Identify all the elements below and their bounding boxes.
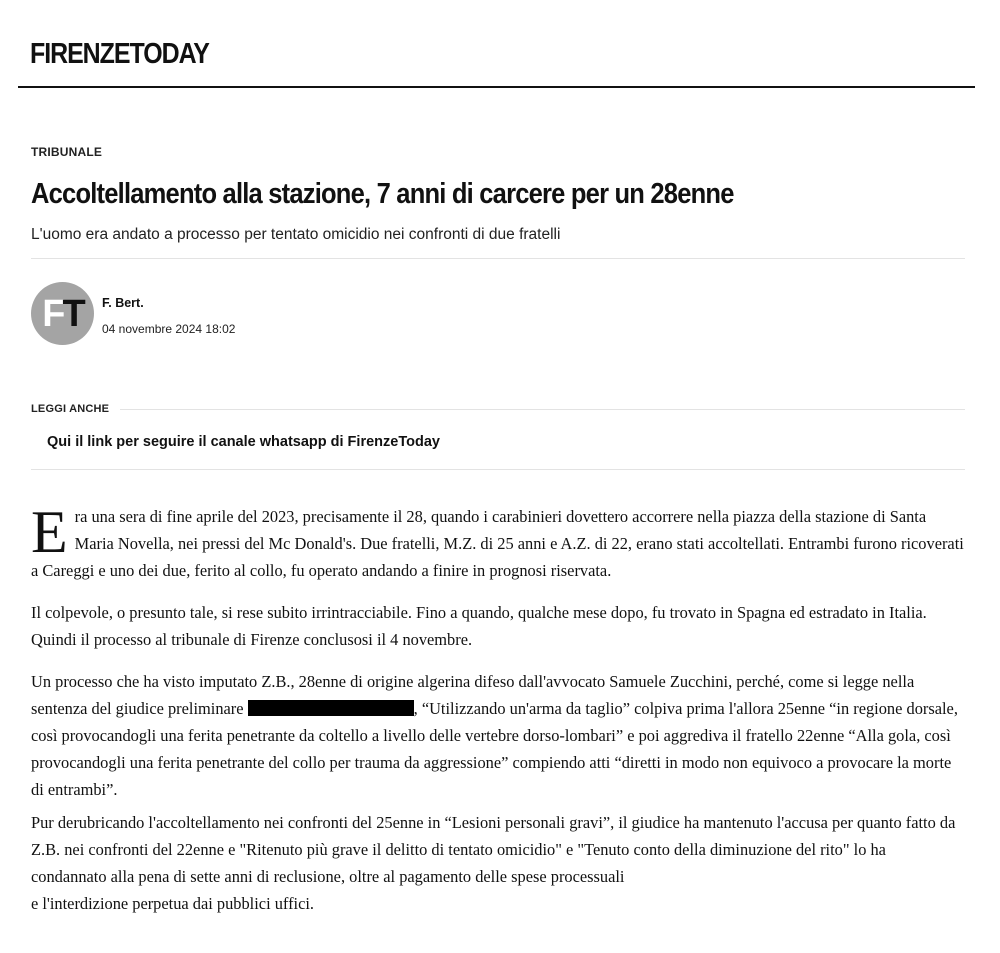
article-subtitle: L'uomo era andato a processo per tentato omicidio nei confronti di due fratelli <box>31 226 561 243</box>
site-header <box>18 0 975 88</box>
article-title: Accoltellamento alla stazione, 7 anni di carcere per un 28enne <box>31 178 734 210</box>
paragraph <box>31 668 965 803</box>
paragraph-text: Pur derubricando l'accoltellamento nei confronti del 25enne in “Lesioni personali gravi”, il giudice ha mantenuto l'accusa per quanto fatto da Z.B. nei confronti del 22enne e "Ritenuto più grave il delitto di tentato omicidio" e "Tenuto conto della diminuzione del rito" lo ha condannato alla pena di sette anni di reclusione, oltre al pagamento delle spese processuali <box>31 813 956 886</box>
read-also-label: LEGGI ANCHE <box>31 403 110 415</box>
divider <box>31 469 965 470</box>
publish-date: 04 novembre 2024 18:02 <box>102 322 236 336</box>
paragraph-text: Un processo che ha visto imputato Z.B., 28enne di origine algerina difeso dall'avvocato Samuele Zucchini, perché, come si legge nella sentenza del giudice preliminare <box>31 672 915 718</box>
drop-cap: E <box>31 499 68 565</box>
site-logo[interactable]: FIRENZETODAY <box>30 38 209 70</box>
paragraph-text: ra una sera di fine aprile del 2023, precisamente il 28, quando i carabinieri dovettero accorrere nella piazza della stazione di Santa Maria Novella, nei pressi del Mc Donald's. Due fratelli, M.Z. di 25 anni e A.Z. di 22, erano stati accoltellati. Entrambi furono ricoverati a Careggi e uno dei due, ferito al collo, fu operato andando a finire in prognosi riservata. <box>31 507 964 580</box>
author-name[interactable]: F. Bert. <box>102 296 144 310</box>
article-category[interactable]: TRIBUNALE <box>31 145 103 159</box>
author-initial-first: F <box>42 292 63 335</box>
paragraph <box>31 809 965 917</box>
article-body <box>31 499 965 932</box>
author-avatar[interactable] <box>31 282 94 345</box>
paragraph <box>31 499 965 584</box>
author-initial-second: T <box>62 292 83 335</box>
read-also-link[interactable]: Qui il link per seguire il canale whatsapp di FirenzeToday <box>47 434 440 450</box>
divider <box>31 258 965 259</box>
author-initials <box>31 282 94 345</box>
paragraph-text: e l'interdizione perpetua dai pubblici uffici. <box>31 894 315 913</box>
redacted-name-block <box>248 700 414 716</box>
read-also-divider <box>120 409 965 410</box>
paragraph: Il colpevole, o presunto tale, si rese subito irrintracciabile. Fino a quando, qualche mese dopo, fu trovato in Spagna ed estradato in Italia. Quindi il processo al tribunale di Firenze conclusosi il 4 novembre. <box>31 603 927 649</box>
paragraph-text: , “Utilizzando un'arma da taglio” colpiva prima l'allora 25enne “in regione dorsale, così provocandogli una ferita penetrante da coltello a livello delle vertebre dorso-lombari” e poi aggrediva il fratello 22enne “Alla gola, così provocandogli una ferita penetrante del collo per trauma da aggressione” compiendo atti “diretti in modo non equivoco a provocare la morte di entrambi”. <box>31 699 958 799</box>
